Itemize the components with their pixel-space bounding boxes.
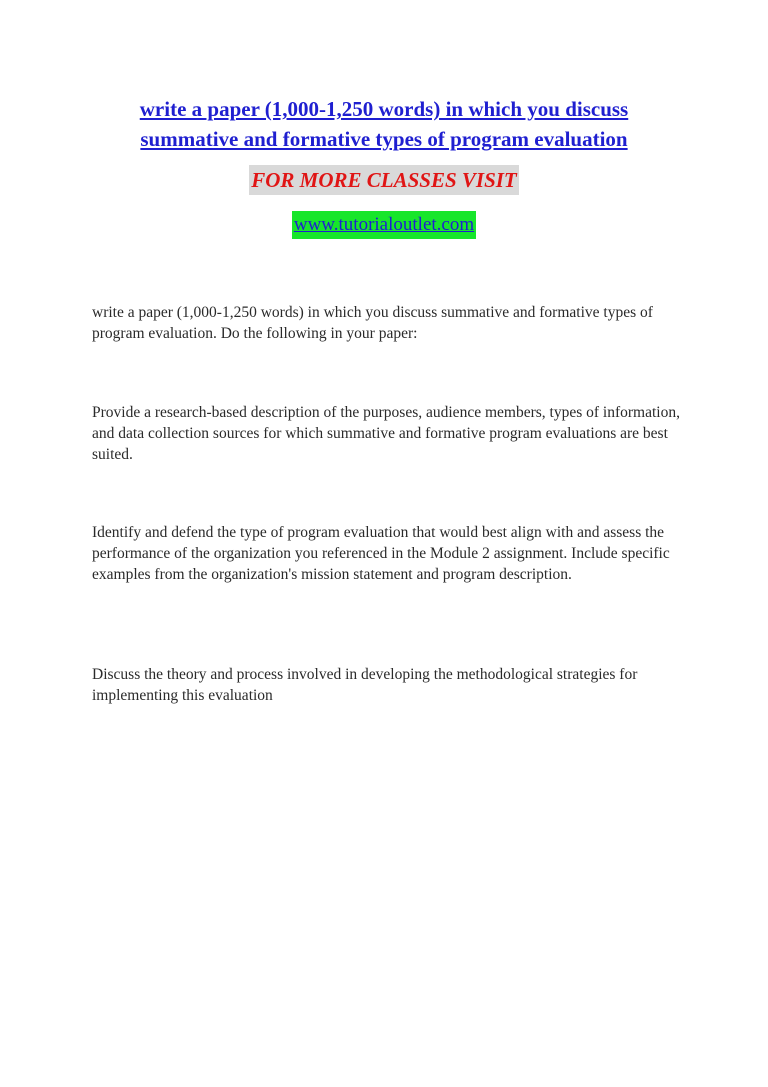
document-title <box>0 94 768 154</box>
title-line-2: summative and formative types of program evaluation <box>140 127 628 151</box>
promo-text: FOR MORE CLASSES VISIT <box>249 165 519 195</box>
intro-paragraph: write a paper (1,000-1,250 words) in which you discuss summative and formative types of program evaluation. Do the following in your paper: <box>92 304 653 342</box>
requirement-paragraph-2: Identify and defend the type of program evaluation that would best align with and assess the performance of the organization you referenced in the Module 2 assignment. Include specific examples from the organization's mission statement and program description. <box>92 524 670 583</box>
title-line-1: write a paper (1,000-1,250 words) in which you discuss <box>139 97 629 121</box>
promo-banner <box>0 165 768 195</box>
website-link-wrapper <box>0 211 768 239</box>
website-link[interactable]: www.tutorialoutlet.com <box>292 211 476 239</box>
requirement-paragraph-3: Discuss the theory and process involved in developing the methodological strategies for implementing this evaluation <box>92 666 638 704</box>
requirement-paragraph-1: Provide a research-based description of the purposes, audience members, types of information, and data collection sources for which summative and formative program evaluations are best suited. <box>92 404 680 463</box>
